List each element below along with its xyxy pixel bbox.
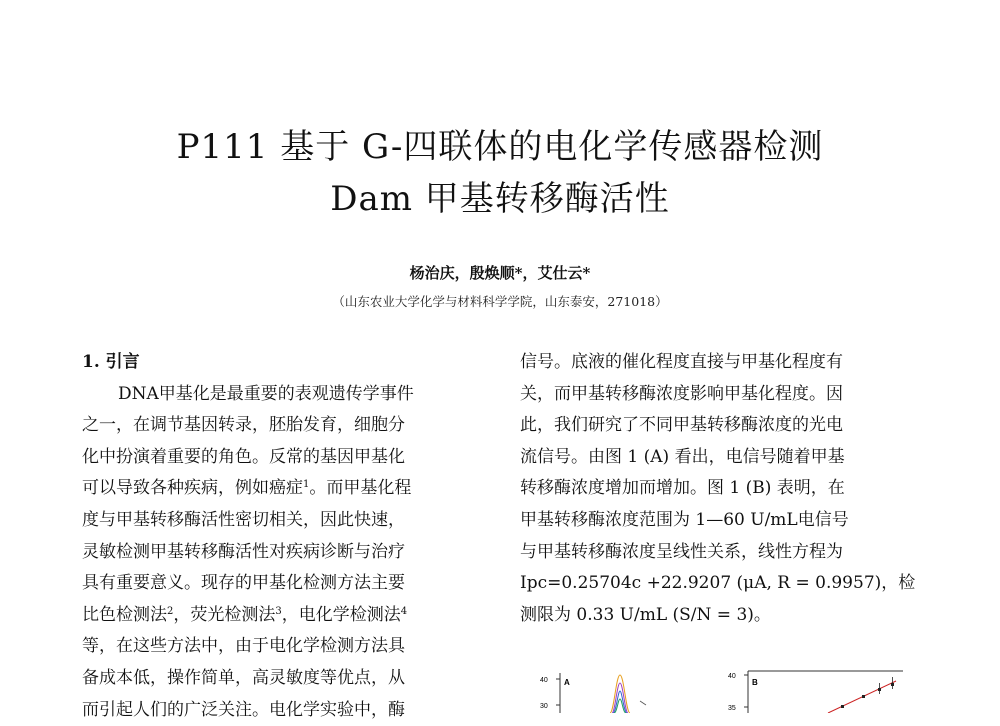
- data-point: [841, 705, 844, 708]
- body-line: 之一，在调节基因转录，胚胎发育，细胞分: [82, 415, 405, 436]
- body-line: [82, 473, 482, 505]
- y-tick-label: 40: [540, 677, 548, 684]
- body-line: 转移酶浓度增加而增加。图 1 (B) 表明，在: [520, 478, 845, 499]
- body-line: 甲基转移酶浓度范围为 1—60 U/mL电信号: [520, 509, 849, 530]
- paper-title-line2: Dam 甲基转移酶活性: [330, 179, 670, 219]
- section-heading: 1. 引言: [82, 352, 140, 372]
- body-text: ，荧光检测法: [173, 604, 276, 625]
- y-tick-label: 35: [728, 705, 736, 712]
- figure-1b: [728, 665, 903, 713]
- panel-label: B: [752, 678, 758, 687]
- body-line: 而引起人们的广泛关注。电化学实验中，酶: [82, 699, 405, 720]
- body-line: Ipc=0.25704c +22.9207 (μA, R = 0.9957)，检: [520, 573, 916, 594]
- peak-curve: [610, 675, 630, 713]
- body-line: 信号。底液的催化程度直接与甲基化程度有: [520, 352, 843, 372]
- affiliation: （山东农业大学化学与材料科学学院，山东泰安，271018）: [332, 294, 668, 309]
- body-line: 此，我们研究了不同甲基转移酶浓度的光电: [520, 415, 843, 436]
- body-line: 与甲基转移酶浓度呈线性关系，线性方程为: [520, 541, 843, 562]
- citation-ref[interactable]: 1: [303, 479, 310, 491]
- annotation-mark: [640, 701, 646, 705]
- body-line: DNA甲基化是最重要的表观遗传学事件: [118, 383, 414, 404]
- body-line: 具有重要意义。现存的甲基化检测方法主要: [82, 573, 405, 594]
- body-line: 流信号。由图 1 (A) 看出，电信号随着甲基: [520, 446, 845, 467]
- body-text: ，电化学检测法: [281, 604, 401, 625]
- body-text: 。而甲基化程: [309, 478, 412, 499]
- y-tick-label: 40: [728, 673, 736, 680]
- body-line: 测限为 0.33 U/mL (S/N = 3)。: [520, 604, 771, 625]
- body-line: 备成本低，操作简单，高灵敏度等优点，从: [82, 667, 405, 688]
- panel-label: A: [564, 678, 570, 687]
- body-line: 化中扮演着重要的角色。反常的基因甲基化: [82, 446, 405, 467]
- authors: 杨治庆，殷焕顺*，艾仕云*: [409, 264, 591, 282]
- citation-ref[interactable]: 4: [400, 605, 408, 617]
- citation-ref[interactable]: 3: [275, 605, 282, 617]
- body-text: 比色检测法: [82, 604, 167, 625]
- y-tick-label: 30: [540, 703, 548, 710]
- right-column: [520, 347, 920, 631]
- body-line: 灵敏检测甲基转移酶活性对疾病诊断与治疗: [82, 541, 405, 562]
- body-line: 关，而甲基转移酶浓度影响甲基化程度。因: [520, 383, 843, 404]
- data-point: [862, 695, 865, 698]
- figure-1b-plot: [728, 665, 903, 713]
- body-text: 可以导致各种疾病，例如癌症: [82, 478, 303, 499]
- body-line: 等，在这些方法中，由于电化学检测方法具: [82, 636, 405, 657]
- figure-1a: [540, 665, 700, 713]
- paper-title-line1: P111 基于 G-四联体的电化学传感器检测: [176, 127, 824, 167]
- left-column: [82, 347, 482, 726]
- body-line: 度与甲基转移酶活性密切相关，因此快速，: [82, 509, 405, 530]
- citation-ref[interactable]: 2: [167, 605, 174, 617]
- figure-1a-plot: [540, 665, 700, 713]
- body-line: [82, 600, 482, 632]
